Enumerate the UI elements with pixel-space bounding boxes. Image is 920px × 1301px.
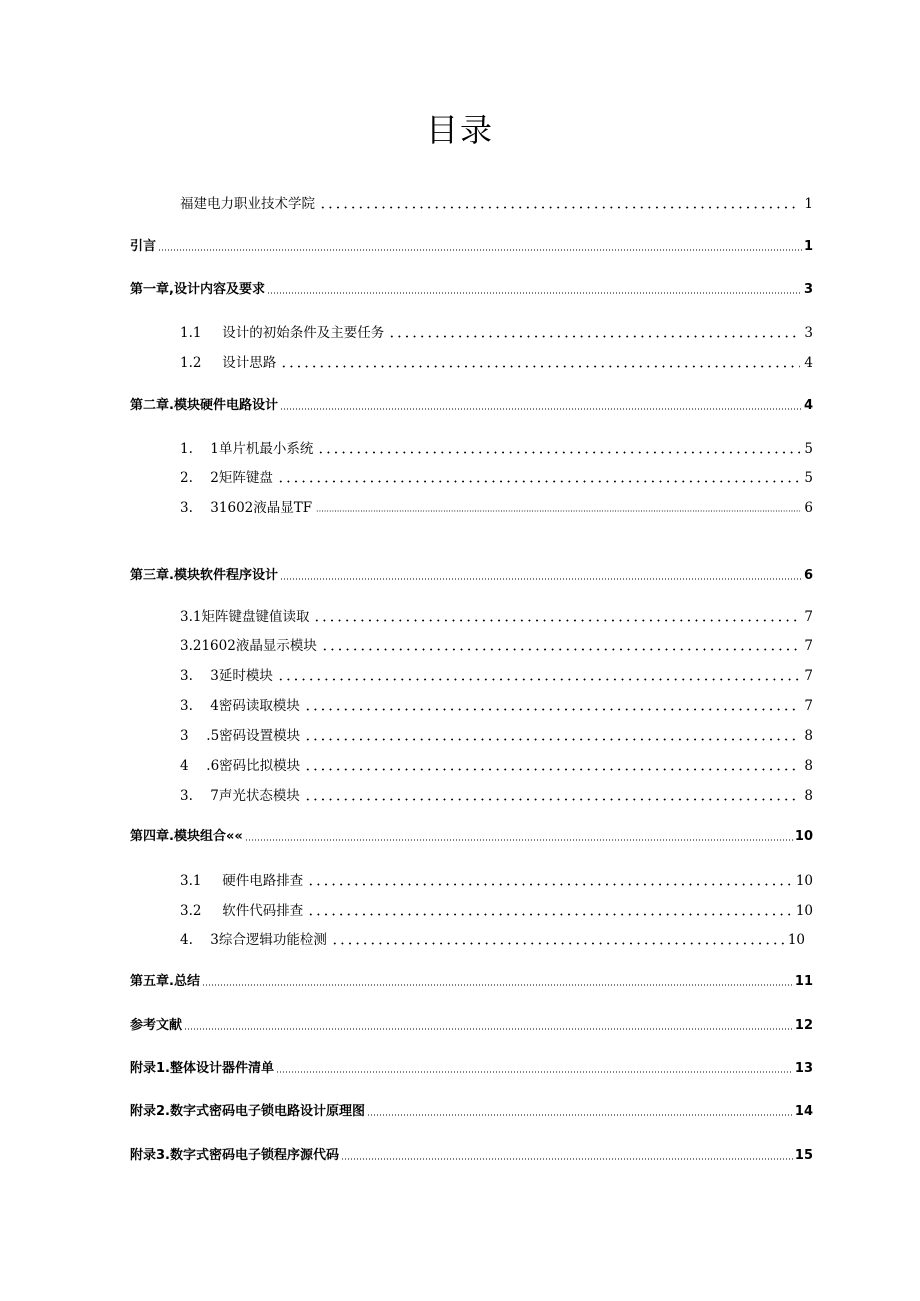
toc-entry-text: 福建电力职业技术学院 <box>180 196 315 212</box>
dot-leader <box>267 292 802 294</box>
toc-entry[interactable] <box>130 565 813 587</box>
toc-entry-number: 4 <box>180 758 189 774</box>
toc-entry-text: 第四章.模块组合«« <box>130 829 243 844</box>
toc-entry-page: 4 <box>803 398 813 413</box>
toc-entry-number: 3 <box>180 728 189 744</box>
toc-entry[interactable] <box>180 695 813 717</box>
toc-entry-number: 1.2 <box>180 355 202 371</box>
toc-entry-page: 7 <box>804 638 813 654</box>
toc-entry-text: 设计思路 <box>222 355 277 371</box>
toc-entry-text: .6密码比拟模块 <box>206 758 301 774</box>
dot-leader <box>280 365 800 368</box>
toc-entry[interactable] <box>180 900 813 922</box>
toc-entry-text: 3综合逻辑功能检测 <box>210 932 327 948</box>
toc-entry-number: 4. <box>180 932 193 948</box>
toc-entry-page: 3 <box>804 325 813 341</box>
dot-leader <box>388 335 800 338</box>
dot-leader <box>280 578 802 580</box>
dot-leader <box>277 480 801 483</box>
toc-entry-page: 7 <box>804 698 813 714</box>
toc-entry-page: 13 <box>794 1061 813 1076</box>
toc-entry-text: .5密码设置模块 <box>206 728 301 744</box>
toc-entry-text: 软件代码排查 <box>222 903 304 919</box>
toc-entry[interactable] <box>130 1101 813 1123</box>
toc-entry[interactable] <box>180 635 813 657</box>
dot-leader <box>317 451 800 454</box>
toc-entry[interactable] <box>130 971 813 993</box>
toc-entry[interactable] <box>130 279 813 301</box>
toc-entry-page: 6 <box>803 568 813 583</box>
toc-entry-text: 4密码读取模块 <box>210 698 300 714</box>
dot-leader <box>313 619 800 622</box>
dot-leader <box>304 768 800 771</box>
toc-entry-page: 6 <box>804 500 813 516</box>
toc-entry[interactable] <box>180 870 813 892</box>
toc-entry[interactable] <box>180 665 813 687</box>
toc-entry[interactable] <box>180 438 813 460</box>
dot-leader <box>367 1114 793 1116</box>
toc-entry[interactable] <box>180 467 813 489</box>
toc-entry[interactable] <box>180 785 813 807</box>
toc-entry[interactable] <box>130 395 813 417</box>
toc-entry-number: 3. <box>180 698 193 714</box>
toc-entry-text: 第二章.模块硬件电路设计 <box>130 398 278 413</box>
toc-entry-number: 3. <box>180 500 193 516</box>
dot-leader <box>307 883 792 886</box>
toc-entry-number: 1.1 <box>180 325 202 341</box>
toc-entry[interactable] <box>180 352 813 374</box>
toc-entry-number: 3. <box>180 788 193 804</box>
toc-entry-page: 1 <box>804 196 813 212</box>
dot-leader <box>307 913 792 916</box>
toc-entry-text: 1单片机最小系统 <box>210 441 314 457</box>
toc-entry-page: 10 <box>795 873 813 889</box>
toc-entry-text: 参考文献 <box>130 1018 183 1033</box>
toc-entry[interactable] <box>180 497 813 519</box>
dot-leader <box>321 648 801 651</box>
toc-entry-page: 7 <box>804 668 813 684</box>
dot-leader <box>276 1071 793 1073</box>
dot-leader <box>341 1158 793 1160</box>
toc-entry-page: 10 <box>787 932 805 948</box>
toc-entry[interactable] <box>180 725 813 747</box>
toc-entry[interactable] <box>180 322 813 344</box>
toc-entry[interactable] <box>130 1015 813 1037</box>
toc-entry-text: 第三章.模块软件程序设计 <box>130 568 278 583</box>
toc-entry-number: 3.2 <box>180 903 202 919</box>
toc-entry-page: 1 <box>803 239 813 254</box>
toc-entry-page: 11 <box>794 974 813 989</box>
toc-entry[interactable] <box>130 236 813 258</box>
dot-leader <box>331 942 784 945</box>
dot-leader <box>316 510 800 512</box>
toc-entry[interactable] <box>180 193 813 215</box>
toc-entry-page: 5 <box>804 441 813 457</box>
toc-entry-page: 7 <box>804 609 813 625</box>
toc-entry-number: 2. <box>180 470 193 486</box>
dot-leader <box>280 408 802 410</box>
toc-entry-page: 3 <box>803 282 813 297</box>
toc-entry[interactable] <box>130 826 813 848</box>
toc-entry-text: 第一章,设计内容及要求 <box>130 282 265 297</box>
toc-entry-text: 附录1.整体设计器件清单 <box>130 1061 274 1076</box>
toc-entry-number: 3.1 <box>180 873 202 889</box>
dot-leader <box>319 206 800 209</box>
dot-leader <box>245 839 793 841</box>
toc-entry-page: 8 <box>804 728 813 744</box>
toc-entry[interactable] <box>130 1058 813 1080</box>
toc-entry-page: 8 <box>804 758 813 774</box>
toc-entry-text: 设计的初始条件及主要任务 <box>222 325 385 341</box>
toc-entry-text: 硬件电路排查 <box>222 873 304 889</box>
toc-entry-page: 14 <box>794 1104 813 1119</box>
toc-entry-text: 引言 <box>130 239 157 254</box>
toc-entry[interactable] <box>130 1145 813 1167</box>
toc-entry-number: 3. <box>180 668 193 684</box>
toc-entry-text: 7声光状态模块 <box>210 788 300 804</box>
toc-entry-page: 4 <box>804 355 813 371</box>
toc-entry[interactable] <box>180 755 813 777</box>
toc-entry-page: 8 <box>804 788 813 804</box>
dot-leader <box>304 708 801 711</box>
toc-entry-page: 15 <box>794 1148 813 1163</box>
toc-entry-text: 第五章.总结 <box>130 974 200 989</box>
dot-leader <box>184 1028 793 1030</box>
toc-entry-text: 3.21602液晶显示模块 <box>180 638 317 654</box>
dot-leader <box>158 249 802 251</box>
toc-entry-text: 2矩阵键盘 <box>210 470 273 486</box>
toc-entry-text: 附录2.数字式密码电子锁电路设计原理图 <box>130 1104 365 1119</box>
dot-leader <box>277 678 801 681</box>
toc-entry-text: 3.1矩阵键盘键值读取 <box>180 609 310 625</box>
toc-entry-page: 12 <box>794 1018 813 1033</box>
toc-entry[interactable] <box>180 606 813 628</box>
toc-entry[interactable] <box>180 929 805 951</box>
dot-leader <box>304 738 800 741</box>
toc-entry-text: 3延时模块 <box>210 668 273 684</box>
toc-entry-text: 附录3.数字式密码电子锁程序源代码 <box>130 1148 339 1163</box>
dot-leader <box>304 798 801 801</box>
toc-entry-number: 1. <box>180 441 193 457</box>
toc-entry-text: 31602液晶显TF <box>210 500 313 516</box>
dot-leader <box>202 984 793 986</box>
toc-entry-page: 10 <box>795 903 813 919</box>
toc-entry-page: 5 <box>804 470 813 486</box>
toc-title: 目录 <box>425 111 494 149</box>
toc-entry-page: 10 <box>794 829 813 844</box>
